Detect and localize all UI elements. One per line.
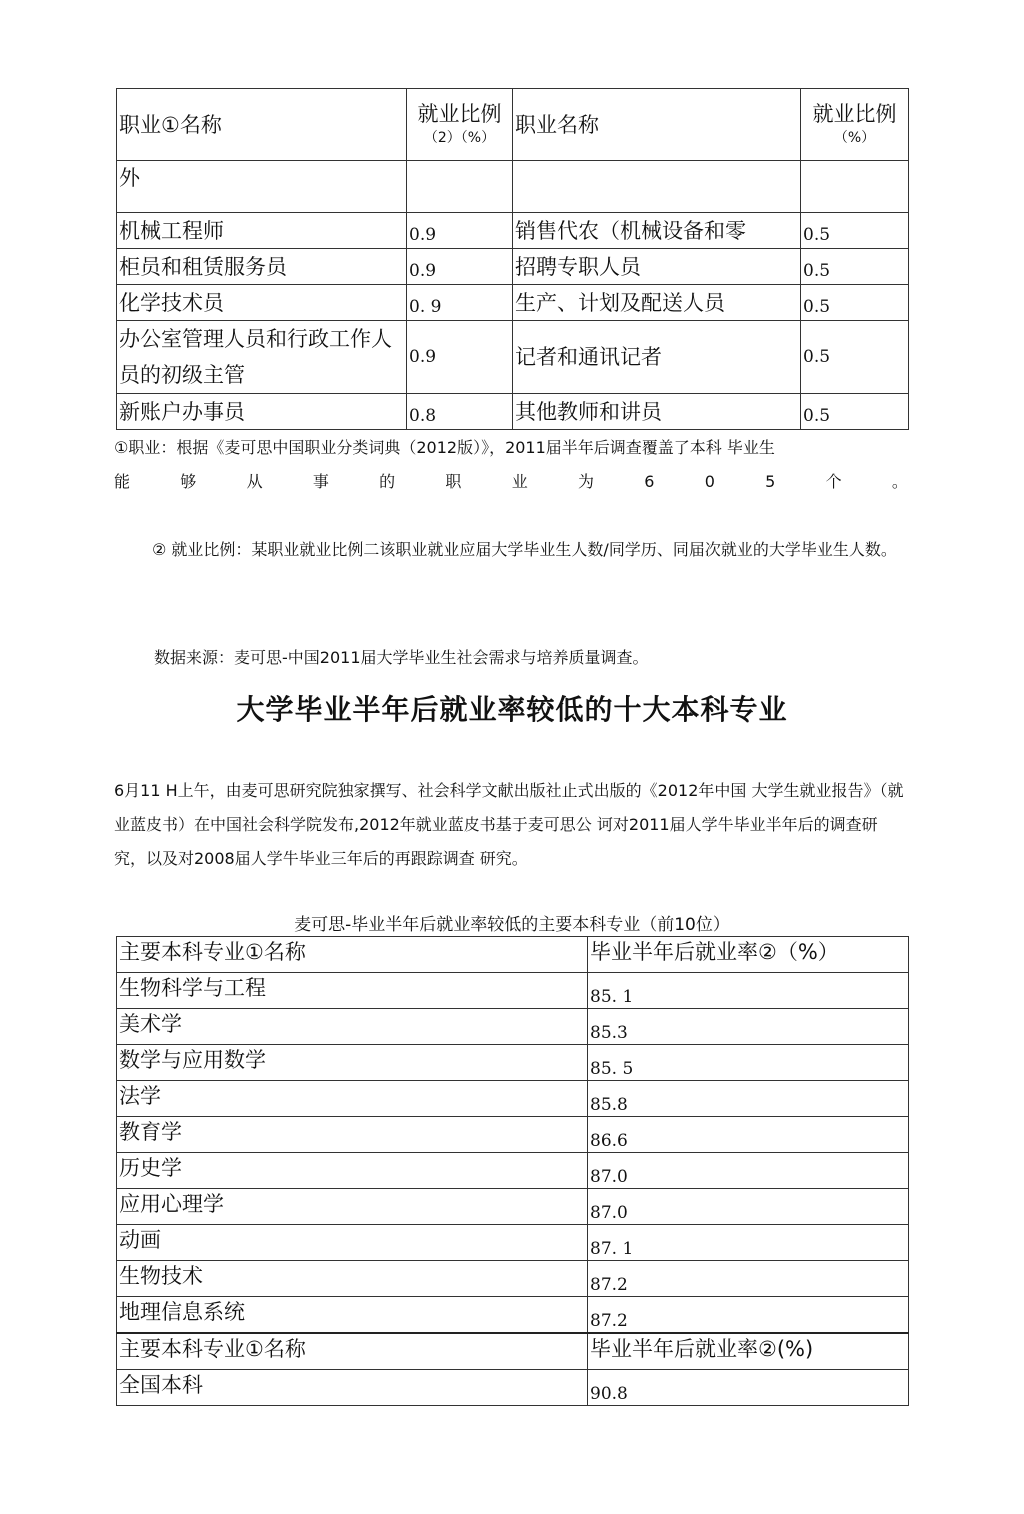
table-row	[117, 973, 909, 1009]
table-subheader-row	[117, 1333, 909, 1370]
footnote-char: 职	[445, 472, 462, 491]
intro-paragraph: 6月11 H上午，由麦可思研究院独家撰写、社会科学文献出版社止式出版的《2012年中国 大学生就业报告》（就业蓝皮书）在中国社会科学院发布,2012年就业蓝皮书基于麦可思公 诃对2011届人学牛毕业半年后的调查研究，以及对2008届人学牛毕业三年后的再跟踪调查 研究。	[114, 781, 904, 868]
occupation-cell: 生产、计划及配送人员	[513, 285, 801, 321]
major-cell: 动画	[117, 1225, 588, 1261]
occupation-cell: 化学技术员	[117, 285, 407, 321]
table-header-row	[117, 937, 909, 973]
footnote-char: 能	[114, 472, 131, 491]
footnote-occupation-continued	[114, 466, 908, 498]
ratio-cell: 0.9	[407, 249, 513, 285]
header-ratio-unit-2: （%）	[833, 129, 876, 146]
rate-cell: 87. 1	[588, 1225, 909, 1261]
footnote-char: 的	[379, 472, 396, 491]
major-cell: 数学与应用数学	[117, 1045, 588, 1081]
footnote-char: 业	[511, 472, 528, 491]
table-row	[117, 394, 909, 430]
header-employment-ratio	[407, 89, 513, 161]
table-row	[117, 161, 909, 213]
occupation-cell: 柜员和租赁服务员	[117, 249, 407, 285]
major-cell: 美术学	[117, 1009, 588, 1045]
section-heading: 大学毕业半年后就业率较低的十大本科专业	[236, 693, 788, 726]
table-row	[117, 1189, 909, 1225]
header-ratio-label-2: 就业比例	[812, 101, 897, 126]
occupation-cell: 招聘专职人员	[513, 249, 801, 285]
footnote-char: 6	[644, 472, 655, 491]
occupation-cell: 记者和通讯记者	[513, 321, 801, 394]
table-row	[117, 249, 909, 285]
ratio-cell: 0.5	[801, 213, 909, 249]
major-cell: 法学	[117, 1081, 588, 1117]
ratio-cell	[407, 161, 513, 213]
footnote-char: 5	[765, 472, 776, 491]
major-cell: 生物科学与工程	[117, 973, 588, 1009]
rate-cell: 86.6	[588, 1117, 909, 1153]
ratio-cell: 0.5	[801, 321, 909, 394]
total-label-cell: 全国本科	[117, 1370, 588, 1406]
table-row	[117, 1261, 909, 1297]
footnote-char: 事	[312, 472, 329, 491]
occupation-cell: 机械工程师	[117, 213, 407, 249]
rate-cell: 87.2	[588, 1297, 909, 1334]
table-row	[117, 1009, 909, 1045]
footnote-char: 个	[825, 472, 842, 491]
table-row	[117, 213, 909, 249]
table-row	[117, 321, 909, 394]
rate-cell: 85. 5	[588, 1045, 909, 1081]
rate-cell: 85.8	[588, 1081, 909, 1117]
footnote-occupation: ①职业：根据《麦可思中国职业分类词典（2012版）》，2011届半年后调查覆盖了本科 毕业生	[114, 438, 775, 457]
footnote-char: 为	[577, 472, 594, 491]
table-row	[117, 1297, 909, 1334]
table-caption: 麦可思-毕业半年后就业率较低的主要本科专业（前10位）	[294, 915, 730, 935]
occupation-cell: 其他教师和讲员	[513, 394, 801, 430]
occupation-cell: 新账户办事员	[117, 394, 407, 430]
ratio-cell: 0.8	[407, 394, 513, 430]
table-header-row	[117, 89, 909, 161]
header-employment-ratio-2	[801, 89, 909, 161]
ratio-cell: 0.5	[801, 394, 909, 430]
footnote-char: 0	[704, 472, 715, 491]
ratio-cell: 0.5	[801, 249, 909, 285]
occupation-cell: 办公室管理人员和行政工作人员的初级主管	[117, 321, 407, 394]
ratio-cell: 0.9	[407, 213, 513, 249]
table-row	[117, 1045, 909, 1081]
subheader-major-name: 主要本科专业①名称	[117, 1333, 588, 1370]
rate-cell: 85.3	[588, 1009, 909, 1045]
ratio-cell: 0.9	[407, 321, 513, 394]
occupation-cell	[513, 161, 801, 213]
header-ratio-unit: （2）（%）	[423, 129, 496, 146]
header-major-name: 主要本科专业①名称	[117, 937, 588, 973]
table-total-row	[117, 1370, 909, 1406]
major-cell: 应用心理学	[117, 1189, 588, 1225]
total-rate-cell: 90.8	[588, 1370, 909, 1406]
rate-cell: 87.2	[588, 1261, 909, 1297]
table-row	[117, 285, 909, 321]
major-employment-table	[116, 936, 909, 1406]
table-row	[117, 1081, 909, 1117]
occupation-table	[116, 88, 909, 430]
ratio-cell: 0.5	[801, 285, 909, 321]
major-cell: 历史学	[117, 1153, 588, 1189]
ratio-cell	[801, 161, 909, 213]
footnote-char: 。	[891, 472, 908, 491]
table-row	[117, 1117, 909, 1153]
subheader-employment-rate: 毕业半年后就业率②(%)	[588, 1333, 909, 1370]
header-occupation-name-2: 职业名称	[513, 89, 801, 161]
major-cell: 教育学	[117, 1117, 588, 1153]
rate-cell: 85. 1	[588, 973, 909, 1009]
header-occupation-name: 职业①名称	[117, 89, 407, 161]
major-cell: 地理信息系统	[117, 1297, 588, 1334]
rate-cell: 87.0	[588, 1153, 909, 1189]
occupation-cell: 销售代农（机械设备和零	[513, 213, 801, 249]
header-ratio-label: 就业比例	[417, 101, 502, 126]
table-row	[117, 1153, 909, 1189]
occupation-cell: 外	[117, 161, 407, 213]
major-cell: 生物技术	[117, 1261, 588, 1297]
data-source: 数据来源：麦可思-中国2011届大学毕业生社会需求与培养质量调查。	[154, 648, 649, 667]
footnote-employment-ratio: ② 就业比例：某职业就业比例二该职业就业应届大学毕业生人数/同学历、同届次就业的大学毕业生人数。	[152, 540, 897, 559]
rate-cell: 87.0	[588, 1189, 909, 1225]
ratio-cell: 0. 9	[407, 285, 513, 321]
footnote-char: 从	[246, 472, 263, 491]
footnote-char: 够	[180, 472, 197, 491]
header-employment-rate: 毕业半年后就业率②（%）	[588, 937, 909, 973]
table-row	[117, 1225, 909, 1261]
